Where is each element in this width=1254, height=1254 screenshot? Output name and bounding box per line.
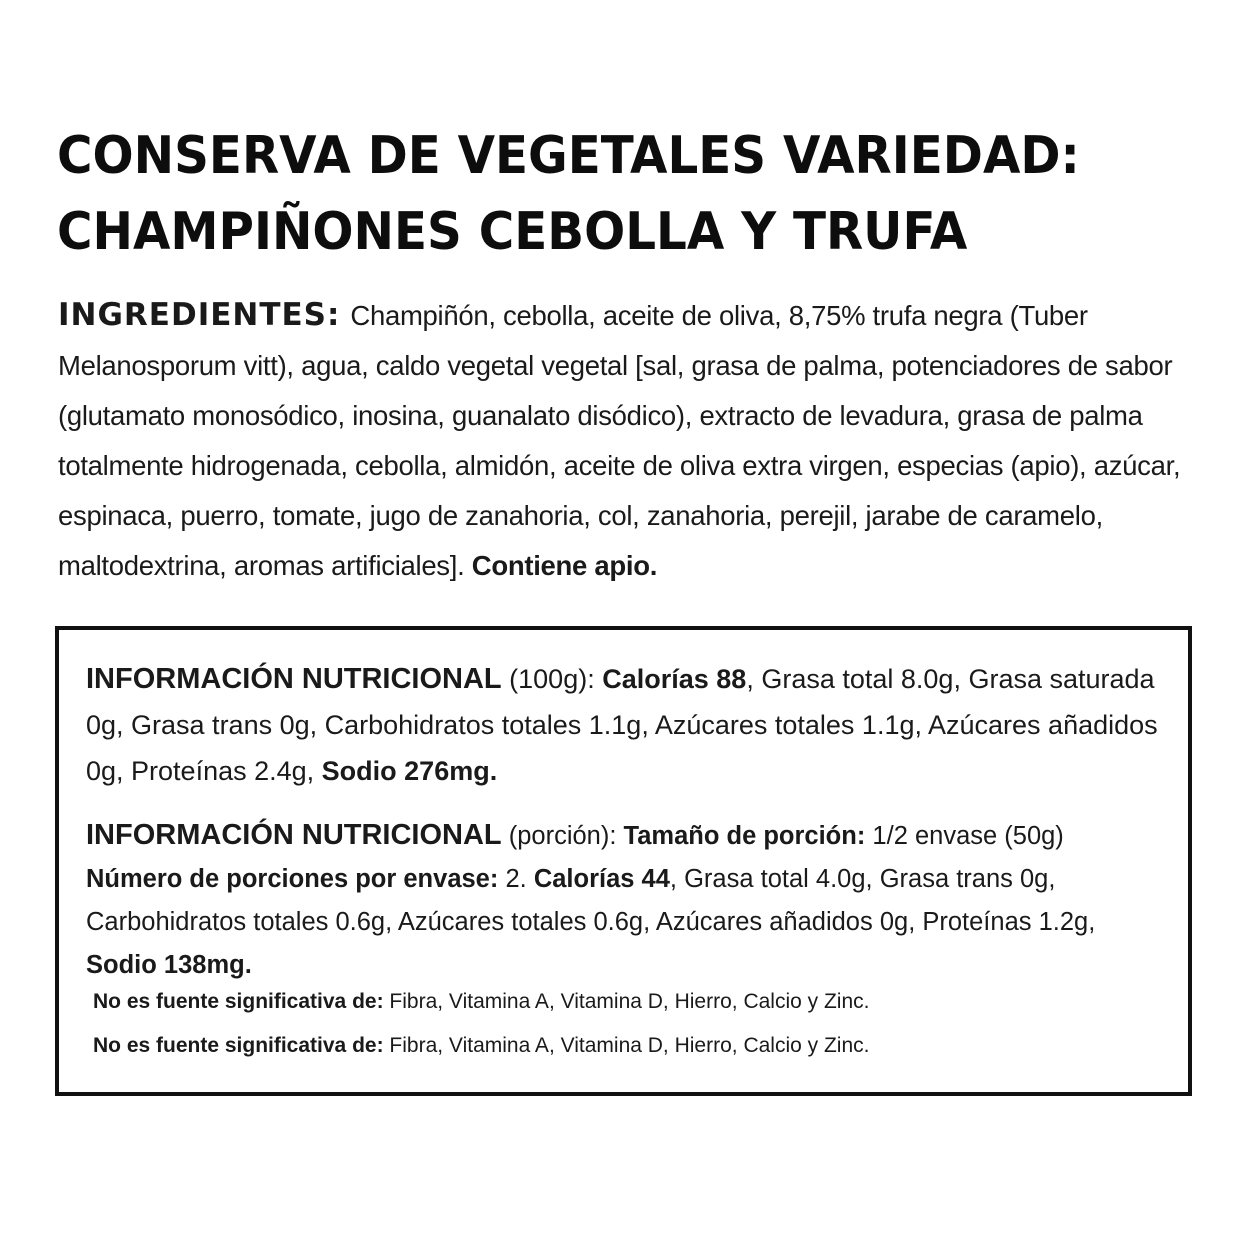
nutrition-portion-sodium: Sodio 138mg. [86, 951, 252, 979]
nutrition-100g-sodium: Sodio 276mg. [321, 756, 498, 786]
not-significant-source-note [93, 988, 869, 1016]
allergen-statement: Contiene apio. [471, 550, 658, 581]
product-title [57, 118, 1127, 270]
nutrition-100g-text: , Grasa total 8.0g, Grasa saturada 0g, Grasa trans 0g, Carbohidratos totales 1.1g, Azúcares totales 1.1g, Azúcares añadidos 0g, Proteínas 2.4g, [86, 664, 1158, 786]
note-label: No es fuente significativa de: [93, 990, 384, 1013]
nutrition-per-portion [86, 814, 1166, 987]
nutrition-portion-calories: Calorías 44 [533, 865, 670, 893]
product-title-line-1: CONSERVA DE VEGETALES VARIEDAD: [57, 126, 1080, 186]
nutrition-100g-basis: (100g): [509, 664, 595, 694]
nutrition-portion-label: INFORMACIÓN NUTRICIONAL [86, 819, 502, 851]
nutrition-100g-calories: Calorías 88 [602, 664, 747, 694]
ingredients-text: Champiñón, cebolla, aceite de oliva, 8,75% trufa negra (Tuber Melanosporum vitt), agua, caldo vegetal vegetal [sal, grasa de palma, potenciadores de sabor (glutamato monosódico, inosina, guanalato disódico), extracto de levadura, grasa de palma totalmente hidrogenada, cebolla, almidón, aceite de oliva extra virgen, especias (apio), azúcar, espinaca, puerro, tomate, jugo de zanahoria, col, zanahoria, perejil, jarabe de caramelo, maltodextrina, aromas artificiales] [58, 300, 1181, 581]
portion-size-value: 1/2 envase (50g) [872, 822, 1064, 850]
portion-size-label: Tamaño de porción: [623, 822, 866, 850]
not-significant-source-note [93, 1032, 869, 1060]
note-text: Fibra, Vitamina A, Vitamina D, Hierro, Calcio y Zinc. [389, 1034, 870, 1057]
servings-value: 2. [505, 865, 527, 893]
servings-label: Número de porciones por envase: [86, 865, 499, 893]
ingredients-paragraph [58, 290, 1188, 591]
product-title-line-2: CHAMPIÑONES CEBOLLA Y TRUFA [57, 202, 968, 262]
nutrition-portion-text: , Grasa total 4.0g, Grasa trans 0g, Carbohidratos totales 0.6g, Azúcares totales 0.6g, Azúcares añadidos 0g, Proteínas 1.2g, [86, 865, 1096, 936]
nutrition-per-100g [86, 656, 1166, 794]
ingredients-separator: . [457, 550, 465, 581]
nutrition-100g-label: INFORMACIÓN NUTRICIONAL [86, 663, 502, 695]
ingredients-label: INGREDIENTES: [58, 297, 341, 333]
nutrition-facts-box [55, 626, 1192, 1096]
note-label: No es fuente significativa de: [93, 1034, 384, 1057]
nutrition-portion-basis: (porción): [508, 822, 617, 850]
note-text: Fibra, Vitamina A, Vitamina D, Hierro, Calcio y Zinc. [389, 990, 870, 1013]
